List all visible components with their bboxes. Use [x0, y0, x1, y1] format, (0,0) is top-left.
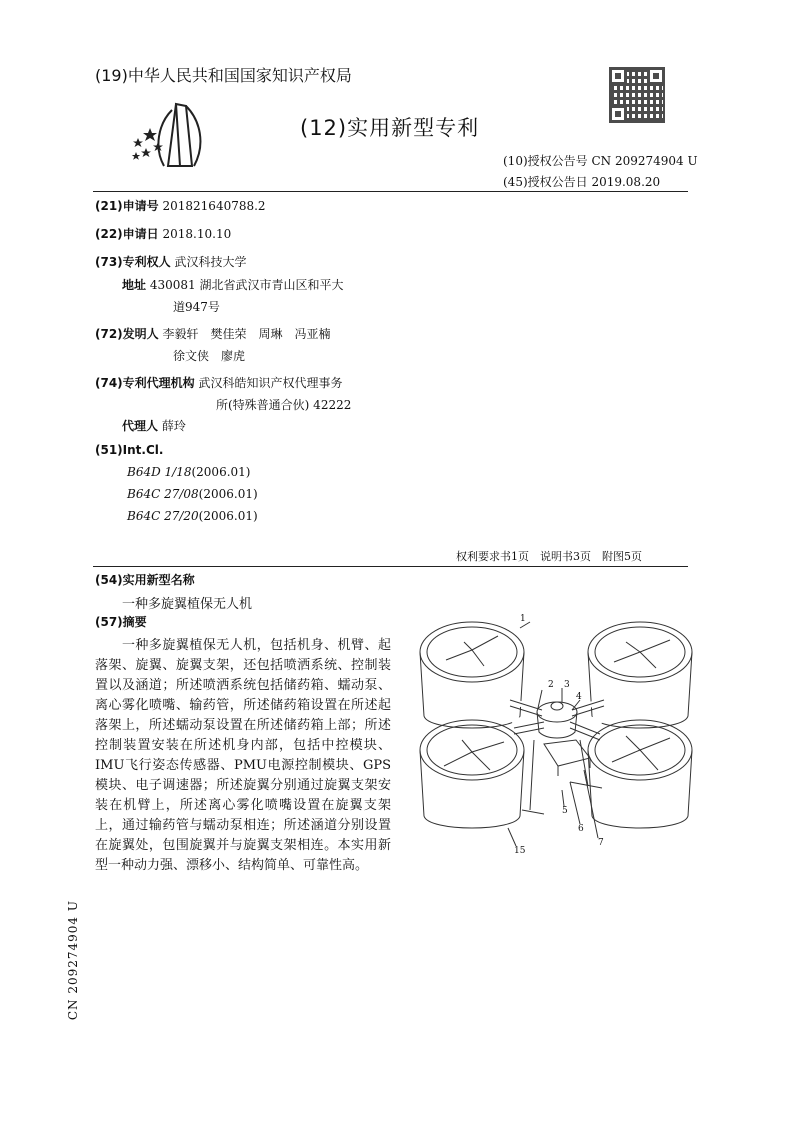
agent: 代理人 薛玲 — [122, 419, 186, 433]
header-divider — [93, 191, 688, 192]
inventors-continued: 徐文侠 廖虎 — [173, 349, 246, 363]
figure-label: 6 — [578, 824, 584, 834]
abstract-label: (57)摘要 — [95, 615, 147, 629]
ipc-class: B64D 1/18(2006.01) — [127, 465, 251, 479]
abstract-text: 一种多旋翼植保无人机，包括机身、机臂、起落架、旋翼、旋翼支架，还包括喷洒系统、控制装置以及涵道；所述喷洒系统包括储药箱、蠕动泵、离心雾化喷嘴、输药管，所述储药箱设置在所述起落架上，所述蠕动泵设置在所述储药箱上部；所述控制装置安装在所述机身内部，包括中控模块、IMU飞行姿态传感器、PMU电源控制模块、GPS模块、电子调速器；所述旋翼分别通过旋翼支架安装在机臂上，所述离心雾化喷嘴设置在旋翼支架上，通过输药管与蠕动泵相连；所述涵道分别设置在旋翼处，包围旋翼并与旋翼支架相连。本实用新型一种动力强、漂移小、结构简单、可靠性高。 — [95, 638, 391, 873]
address: 地址 430081 湖北省武汉市青山区和平大 — [122, 278, 344, 292]
page-counts: 权利要求书1页 说明书3页 附图5页 — [456, 550, 642, 563]
ipc-class: B64C 27/08(2006.01) — [127, 487, 258, 501]
figure-label: 4 — [576, 692, 582, 702]
application-number: (21)申请号 201821640788.2 — [95, 199, 266, 213]
rotor-duct — [420, 720, 524, 828]
int-cl-label: (51)Int.Cl. — [95, 443, 164, 457]
patent-type: (12)实用新型专利 — [300, 116, 480, 140]
patent-agency-continued: 所(特殊普通合伙) 42222 — [216, 398, 352, 412]
publication-number: (10)授权公告号 CN 209274904 U — [503, 154, 698, 168]
patentee: (73)专利权人 武汉科技大学 — [95, 255, 247, 269]
figure-label: 7 — [598, 838, 604, 848]
section-divider — [93, 566, 688, 567]
rotor-duct — [420, 622, 524, 728]
office-name: (19)中华人民共和国国家知识产权局 — [95, 66, 352, 85]
publication-date: (45)授权公告日 2019.08.20 — [503, 175, 661, 189]
rotor-duct — [588, 622, 692, 728]
figure-label: 5 — [562, 806, 568, 816]
figure-label: 2 — [548, 680, 554, 690]
patent-agency: (74)专利代理机构 武汉科皓知识产权代理事务 — [95, 376, 343, 390]
figure-label: 1 — [520, 614, 526, 624]
cnipa-logo — [128, 100, 213, 172]
utility-model-title: 一种多旋翼植保无人机 — [122, 597, 253, 612]
figure-label: 15 — [514, 846, 526, 856]
address-continued: 道947号 — [173, 300, 220, 314]
application-date: (22)申请日 2018.10.10 — [95, 227, 232, 241]
ipc-class: B64C 27/20(2006.01) — [127, 509, 258, 523]
side-publication-number: CN 209274904 U — [66, 900, 80, 1021]
qr-code-icon — [609, 67, 665, 123]
title-label: (54)实用新型名称 — [95, 573, 195, 587]
figure-label: 3 — [564, 680, 570, 690]
rotor-duct — [588, 720, 692, 828]
drone-figure — [412, 610, 710, 860]
inventors: (72)发明人 李毅轩 樊佳荣 周琳 冯亚楠 — [95, 327, 331, 341]
